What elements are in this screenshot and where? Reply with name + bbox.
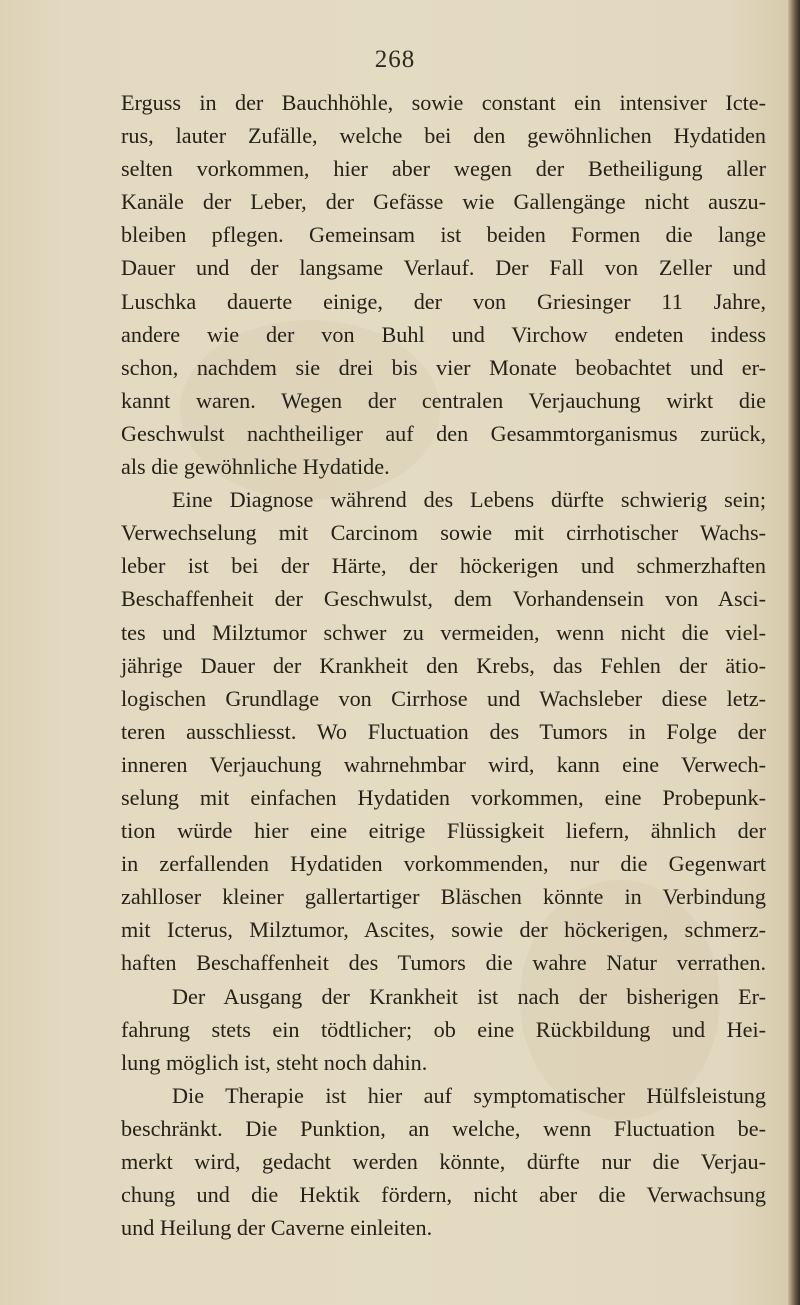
text-line: schon, nachdem sie drei bis vier Monate beobachtet und er- (121, 354, 766, 380)
text-line: Luschka dauerte einige, der von Griesinger 11 Jahre, (121, 288, 766, 314)
text-line: tes und Milztumor schwer zu vermeiden, wenn nicht die viel- (121, 619, 766, 645)
text-line: teren ausschliesst. Wo Fluctuation des Tumors in Folge der (121, 718, 766, 744)
text-line: lung möglich ist, steht noch dahin. (121, 1049, 428, 1075)
book-spine-edge (788, 0, 800, 1305)
text-line: chung und die Hektik fördern, nicht aber die Verwachsung (121, 1182, 766, 1208)
text-line: Dauer und der langsame Verlauf. Der Fall von Zeller und (121, 255, 766, 281)
page-number: 268 (374, 46, 416, 73)
text-line: tion würde hier eine eitrige Flüssigkeit liefern, ähnlich der (121, 818, 766, 844)
text-line: zahlloser kleiner gallertartiger Bläschen könnte in Verbindung (121, 884, 766, 910)
text-line: jährige Dauer der Krankheit den Krebs, das Fehlen der ätio- (121, 652, 766, 678)
text-line: kannt waren. Wegen der centralen Verjauchung wirkt die (121, 387, 766, 413)
text-line: selten vorkommen, hier aber wegen der Betheiligung aller (121, 156, 766, 182)
text-line: leber ist bei der Härte, der höckerigen und schmerzhaften (121, 553, 766, 579)
text-line: Kanäle der Leber, der Gefässe wie Gallengänge nicht auszu- (121, 189, 766, 215)
text-line: und Heilung der Caverne einleiten. (121, 1215, 433, 1241)
text-line: fahrung stets ein tödtlicher; ob eine Rückbildung und Hei- (121, 1016, 766, 1042)
text-line: als die gewöhnliche Hydatide. (121, 454, 390, 480)
text-line: logischen Grundlage von Cirrhose und Wachsleber diese letz- (121, 685, 766, 711)
text-line: merkt wird, gedacht werden könnte, dürfte nur die Verjau- (121, 1149, 766, 1174)
text-line: Die Therapie ist hier auf symptomatischer Hülfsleistung (172, 1082, 766, 1108)
text-line: Beschaffenheit der Geschwulst, dem Vorhandensein von Asci- (121, 586, 766, 612)
text-line: Erguss in der Bauchhöhle, sowie constant ein intensiver Icte- (121, 90, 766, 115)
text-line: in zerfallenden Hydatiden vorkommenden, nur die Gegenwart (121, 851, 766, 877)
text-line: selung mit einfachen Hydatiden vorkommen, eine Probepunk- (121, 784, 766, 810)
text-line: Verwechselung mit Carcinom sowie mit cirrhotischer Wachs- (121, 520, 766, 546)
text-line: mit Icterus, Milztumor, Ascites, sowie der höckerigen, schmerz- (121, 917, 766, 943)
text-line: haften Beschaffenheit des Tumors die wahre Natur verrathen. (121, 950, 766, 976)
text-line: rus, lauter Zufälle, welche bei den gewöhnlichen Hydatiden (121, 123, 766, 149)
text-line: bleiben pflegen. Gemeinsam ist beiden Formen die lange (121, 222, 766, 248)
text-line: Der Ausgang der Krankheit ist nach der bisherigen Er- (172, 983, 766, 1009)
body-text (121, 86, 766, 1244)
text-line: andere wie der von Buhl und Virchow endeten indess (121, 321, 766, 347)
text-line: Eine Diagnose während des Lebens dürfte schwierig sein; (172, 487, 766, 513)
text-line: Geschwulst nachtheiliger auf den Gesammtorganismus zurück, (121, 420, 766, 446)
text-line: beschränkt. Die Punktion, an welche, wenn Fluctuation be- (121, 1115, 766, 1141)
text-line: inneren Verjauchung wahrnehmbar wird, kann eine Verwech- (121, 751, 766, 777)
